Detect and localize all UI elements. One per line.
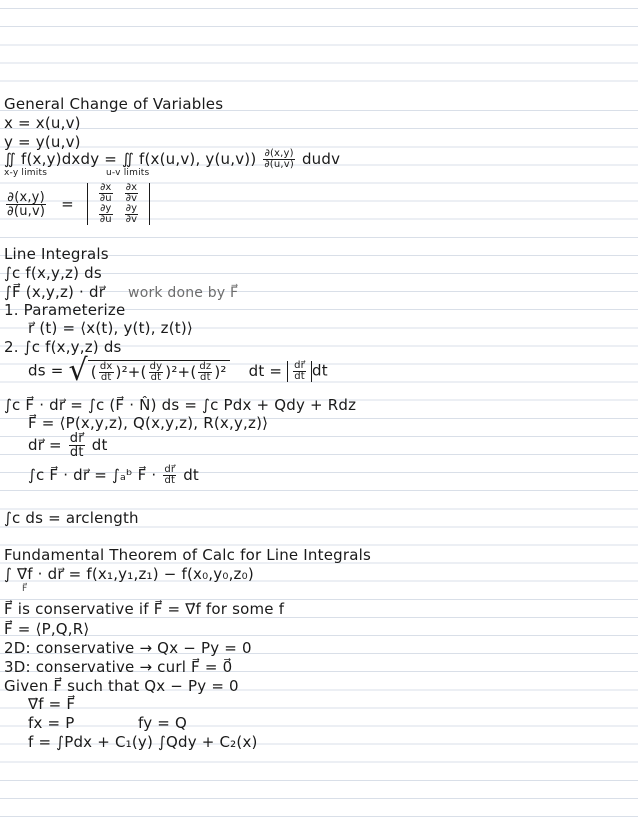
dzdt-num: dz bbox=[199, 360, 212, 372]
ds-mid: dt = bbox=[248, 361, 283, 380]
m12-num: ∂x bbox=[125, 182, 138, 193]
dxdt-den: dt bbox=[100, 371, 112, 383]
double-integral-equation bbox=[4, 149, 340, 170]
jacobian-denominator: ∂(u,v) bbox=[264, 159, 294, 170]
ds-tail: dt bbox=[311, 361, 328, 380]
m11-den: ∂u bbox=[99, 193, 112, 204]
dr-over-dt-num: dr⃗ bbox=[69, 431, 84, 446]
jacobian-lhs-num: ∂(x,y) bbox=[7, 189, 45, 205]
ab-integral bbox=[28, 465, 199, 486]
abs-drdt bbox=[287, 361, 312, 382]
uv-limits-note: u-v limits bbox=[106, 168, 150, 178]
arclength: ∫c ds = arclength bbox=[4, 509, 139, 527]
jacobian-lhs-den: ∂(u,v) bbox=[7, 203, 46, 219]
m21-num: ∂y bbox=[100, 203, 112, 214]
grad-f: ∇⃗f = F⃗ bbox=[28, 695, 76, 713]
m12-den: ∂v bbox=[125, 193, 138, 204]
y-equation: y = y(u,v) bbox=[4, 133, 81, 151]
section-title-ftc: Fundamental Theorem of Calc for Line Integrals bbox=[4, 546, 372, 564]
xy-limits-note: x-y limits bbox=[4, 168, 48, 178]
f-solve: f = ∫Pdx + C₁(y) ∫Qdy + C₂(x) bbox=[28, 733, 258, 751]
m22 bbox=[125, 204, 139, 225]
work-done-note: work done by F⃗ bbox=[128, 285, 239, 301]
jacobian-fraction bbox=[263, 149, 295, 170]
m22-den: ∂v bbox=[125, 214, 138, 225]
parameterization: r⃗ (t) = ⟨x(t), y(t), z(t)⟩ bbox=[28, 319, 193, 337]
sqrt-body: ( $\frac{dx}{dt}$ )²+( $\frac{dy}{dt}$ )²+( $\frac{dz}{dt}$ )² bbox=[88, 360, 230, 383]
dxdt-num: dx bbox=[99, 360, 113, 372]
vector-line-integral-expr: ∫F⃗ (x,y,z) · dr⃗ bbox=[4, 283, 106, 301]
section-title-change-of-variables: General Change of Variables bbox=[4, 95, 224, 113]
drdt-den: dt bbox=[294, 370, 305, 382]
conservative-definition: F⃗ is conservative if F⃗ = ∇⃗f for some f bbox=[4, 600, 285, 618]
jacobian-lhs bbox=[6, 191, 46, 218]
ab-den: dt bbox=[164, 475, 176, 486]
m12 bbox=[125, 183, 139, 204]
brace-label: F⃗ bbox=[22, 584, 28, 594]
vector-line-integral bbox=[4, 283, 238, 302]
ab-fraction bbox=[163, 465, 176, 486]
dr-over-dt bbox=[69, 432, 85, 459]
dzdt bbox=[198, 362, 212, 383]
step-scalar-integral: 2. ∫c f(x,y,z) ds bbox=[4, 338, 122, 356]
dr-over-dt-den: dt bbox=[69, 445, 84, 460]
determinant-matrix bbox=[87, 183, 150, 225]
ftc-theorem: ∫ ∇⃗f · dr⃗ = f(x₁,y₁,z₁) − f(x₀,y₀,z₀) bbox=[4, 565, 254, 583]
F-definition: F⃗ = ⟨P(x,y,z), Q(x,y,z), R(x,y,z)⟩ bbox=[28, 414, 269, 432]
equals: = bbox=[61, 194, 74, 213]
ab-num: dr⃗ bbox=[164, 464, 176, 475]
dydt bbox=[149, 362, 164, 383]
dzdt-den: dt bbox=[200, 371, 211, 383]
sqrt-sign: √ bbox=[68, 353, 88, 388]
scalar-line-integral: ∫c f(x,y,z) ds bbox=[4, 264, 102, 282]
m11 bbox=[99, 183, 113, 204]
given-line: Given F⃗ such that Qx − Py = 0 bbox=[4, 677, 239, 695]
m21 bbox=[99, 204, 113, 225]
m22-num: ∂y bbox=[125, 203, 138, 214]
dr-formula bbox=[28, 432, 108, 459]
ds-lhs: ds = bbox=[28, 361, 64, 380]
ab-tail: dt bbox=[183, 466, 200, 484]
dr-tail: dt bbox=[91, 436, 108, 454]
integral-lhs: ∬ f(x,y)dxdy = ∬ f(x(u,v), y(u,v)) bbox=[4, 150, 257, 168]
drdt-num: dr⃗ bbox=[294, 359, 305, 371]
dydt-den: dt bbox=[150, 371, 162, 383]
jacobian-determinant bbox=[4, 183, 150, 225]
three-d-test: 3D: conservative → curl F⃗ = 0⃗ bbox=[4, 658, 233, 676]
jacobian-numerator: ∂(x,y) bbox=[264, 148, 294, 159]
ab-lhs: ∫c F⃗ · dr⃗ = ∫ₐᵇ F⃗ · bbox=[28, 466, 157, 484]
flux-formula: ∫c F⃗ · dr⃗ = ∫c (F⃗ · N̂) ds = ∫c Pdx + Qdy + Rdz bbox=[4, 396, 357, 414]
two-d-test: 2D: conservative → Qx − Py = 0 bbox=[4, 639, 252, 657]
dydt-num: dy bbox=[149, 360, 163, 372]
drdt bbox=[293, 361, 306, 382]
x-equation: x = x(u,v) bbox=[4, 114, 81, 132]
F-PQR: F⃗ = ⟨P,Q,R⟩ bbox=[4, 620, 90, 638]
m21-den: ∂u bbox=[99, 214, 112, 225]
fy-eq: fy = Q bbox=[138, 714, 188, 732]
dr-lhs: dr⃗ = bbox=[28, 436, 62, 454]
integral-tail: dudv bbox=[301, 150, 341, 168]
step-parameterize: 1. Parameterize bbox=[4, 301, 126, 319]
dxdt bbox=[99, 362, 114, 383]
ds-formula bbox=[28, 353, 328, 388]
m11-num: ∂x bbox=[100, 182, 112, 193]
fx-eq: fx = P bbox=[28, 714, 75, 732]
section-title-line-integrals: Line Integrals bbox=[4, 245, 109, 263]
